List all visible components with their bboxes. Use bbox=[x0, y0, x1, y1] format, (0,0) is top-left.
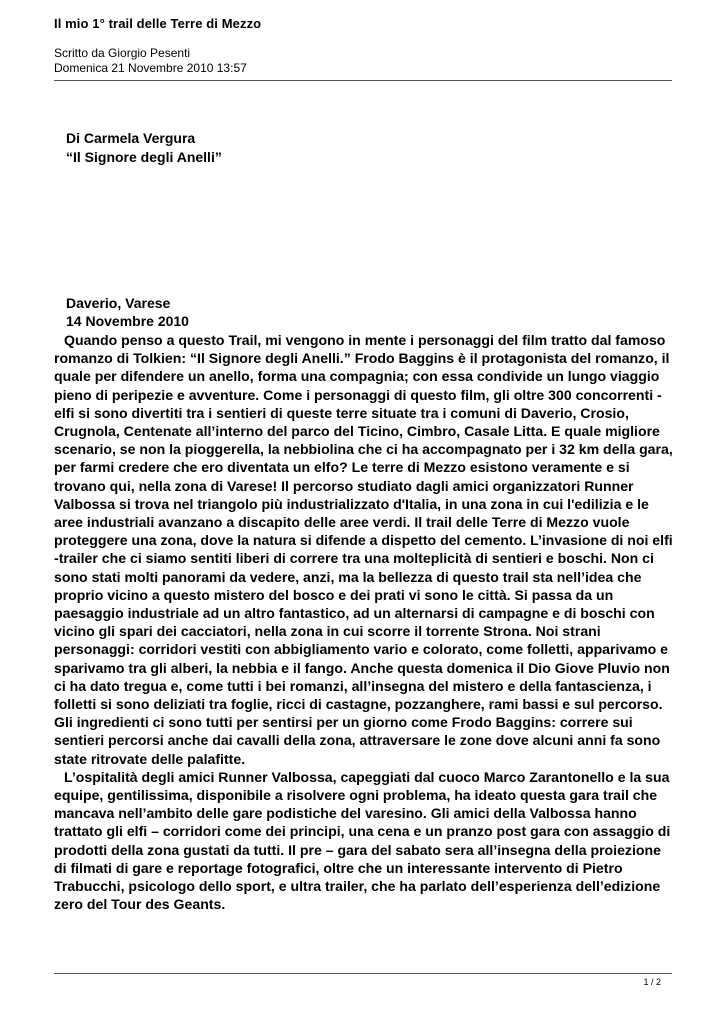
article-paragraph: L’ospitalità degli amici Runner Valbossa, capeggiati dal cuoco Marco Zarantonello e la sua equipe, gentilissima, disponibile a risolvere ogni problema, ha ideato questa gara trail che mancava nell’ambito delle gare podistiche del varesino. Gli amici della Valbossa hanno trattato gli elfi – corridori come dei principi, una cena e un pranzo post gara con assaggio di prodotti della zona gustati da tutti. Il pre – gara del sabato sera all’insegna della proiezione di filmati di gare e reportage fotografici, oltre che un interessante intervento di Pietro Trabucchi, psicologo dello sport, e ultra trailer, che ha parlato dell’esperienza dell’edizione zero del Tour des Geants. bbox=[54, 768, 671, 913]
document-meta bbox=[54, 46, 247, 76]
article-body bbox=[54, 331, 676, 914]
article-place: Daverio, Varese bbox=[66, 295, 171, 311]
document-title: Il mio 1° trail delle Terre di Mezzo bbox=[54, 16, 262, 31]
article-byline-block bbox=[66, 129, 222, 167]
footer-divider bbox=[54, 973, 672, 974]
article-byline: Di Carmela Vergura bbox=[66, 130, 196, 146]
header-divider bbox=[54, 80, 672, 81]
article-paragraph: Quando penso a questo Trail, mi vengono in mente i personaggi del film tratto dal famoso romanzo di Tolkien: “Il Signore degli Anelli.” Frodo Baggins è il protagonista del romanzo, il quale per difendere un anello, forma una compagnia; con essa condivide un lungo viaggio pieno di peripezie e avventure. Come i personaggi di questo film, gli oltre 300 concorrenti - elfi si sono divertiti tra i sentieri di queste terre situate tra i comuni di Daverio, Crosio, Crugnola, Centenate all’interno del parco del Ticino, Cimbro, Casale Litta. E quale migliore scenario, se non la pioggerella, la nebbiolina che ci ha accompagnato per i 32 km della gara, per farmi credere che ero diventata un elfo? Le terre di Mezzo esistono veramente e si trovano qui, nella zona di Varese! Il percorso studiato dagli amici organizzatori Runner Valbossa si trova nel triangolo più industrializzato d'Italia, in una zona in cui l'edilizia e le aree industriali avanzano a discapito delle aree verdi. Il trail delle Terre di Mezzo vuole proteggere una zona, dove la natura si difende a dispetto del cemento. L’invasione di noi elfi -trailer che ci siamo sentiti liberi di correre tra una molteplicità di sentieri e boschi. Non ci sono stati molti panorami da vedere, anzi, ma la bellezza di questo trail sta nell’idea che proprio vicino a questo mistero del bosco e dei prati vi sono le città. Si passa da un paesaggio industriale ad un altro fantastico, ad un alternarsi di campagne e di boschi con vicino gli spari dei cacciatori, nella zona in cui scorre il torrente Strona. Noi strani personaggi: corridori vestiti con abbigliamento vario e colorato, come folletti, apparivamo e sparivamo tra gli alberi, la nebbia e il fango. Anche questa domenica il Dio Giove Pluvio non ci ha dato tregua e, come tutti i bei romanzi, all’insegna del mistero e della fantascienza, i folletti si sono deliziati tra foglie, ricci di castagne, pozzanghere, rami bassi e sul percorso. Gli ingredienti ci sono tutti per sentirsi per un giorno come Frodo Baggins: correre sui sentieri percorsi anche dai cavalli della zona, attraversare le zone dove alcuni anni fa sono state ritrovate delle palafitte. bbox=[54, 332, 673, 767]
article-date: 14 Novembre 2010 bbox=[66, 313, 189, 329]
article-subtitle: “Il Signore degli Anelli” bbox=[66, 149, 222, 165]
page-indicator: 1 / 2 bbox=[643, 977, 661, 987]
author-line: Scritto da Giorgio Pesenti bbox=[54, 46, 191, 60]
article-dateline bbox=[66, 294, 189, 330]
date-line: Domenica 21 Novembre 2010 13:57 bbox=[54, 61, 247, 75]
